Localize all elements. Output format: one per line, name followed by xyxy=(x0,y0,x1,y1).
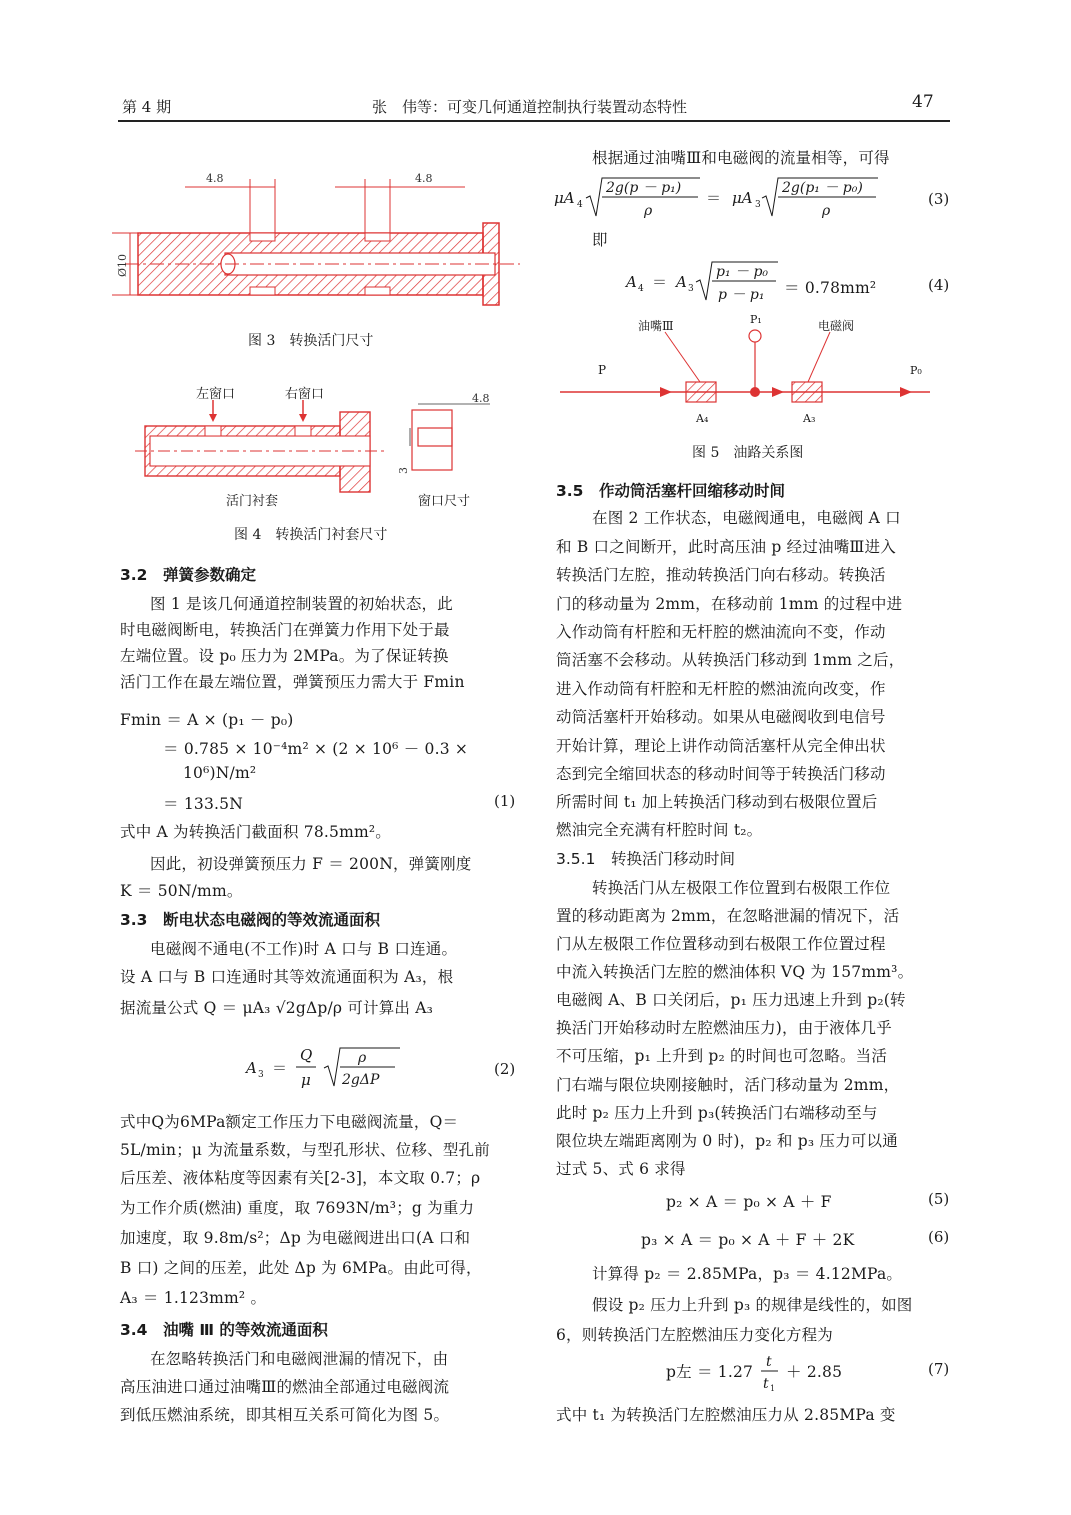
eq1-line-1: Fmin ＝ A × (p₁ － p₀) xyxy=(120,711,294,729)
fig4-dim-48: 4.8 xyxy=(472,392,490,405)
s351-line-2: 置的移动距离为 2mm，在忽略泄漏的情况下，活 xyxy=(556,907,900,925)
after-eq2-line-4: 为工作介质(燃油) 重度，取 7693N/m³；g 为重力 xyxy=(120,1199,475,1217)
assume-line-2: 6，则转换活门左腔燃油压力变化方程为 xyxy=(556,1326,833,1344)
after-eq1-line-1: 式中 A 为转换活门截面积 78.5mm²。 xyxy=(120,823,391,841)
svg-text:2g(p － p₁): 2g(p － p₁) xyxy=(606,180,682,196)
s351-line-6: 换活门开始移动时左腔燃油压力)，由于液体几乎 xyxy=(556,1019,892,1037)
section-3-3-title: 3.3 断电状态电磁阀的等效流通面积 xyxy=(120,911,380,929)
svg-text:A: A xyxy=(626,273,637,291)
s351-line-7: 不可压缩，p₁ 上升到 p₂ 的时间也可忽略。当活 xyxy=(556,1047,888,1065)
section-3-2-title: 3.2 弹簧参数确定 xyxy=(120,566,256,584)
svg-text:p₁ － p₀: p₁ － p₀ xyxy=(716,264,769,280)
s351-line-5: 电磁阀 A、B 口关闭后，p₁ 压力迅速上升到 p₂(转 xyxy=(556,991,906,1009)
s33-line-3: 据流量公式 Q ＝ μA₃ √2gΔp/ρ 可计算出 A₃ xyxy=(120,999,434,1017)
figure-3-valve-drawing xyxy=(110,165,530,315)
after-eq1-line-2: 因此，初设弹簧预压力 F ＝ 200N，弹簧刚度 xyxy=(150,855,472,873)
eq1-line-2: ＝ 0.785 × 10⁻⁴m² × (2 × 10⁶ － 0.3 × xyxy=(163,740,469,758)
svg-text:4: 4 xyxy=(577,200,583,210)
after-eq2-line-3: 后压差、液体粘度等因素有关[2-3]，本文取 0.7；ρ xyxy=(120,1169,481,1187)
fig5-label-a3: A₃ xyxy=(803,412,816,425)
s32-line-4: 活门工作在最左端位置，弹簧预压力需大于 Fmin xyxy=(120,673,465,691)
svg-text:3: 3 xyxy=(755,200,761,210)
figure-4-window-size-drawing xyxy=(397,392,510,478)
figure-5-caption: 图 5 油路关系图 xyxy=(692,445,804,461)
after-eq2-line-6: B 口) 之间的压差，此处 Δp 为 6MPa。由此可得， xyxy=(120,1259,482,1277)
s32-line-2: 时电磁阀断电，转换活门在弹簧力作用下处于最 xyxy=(120,621,450,639)
eq1-line-3: 10⁶)N/m² xyxy=(183,764,257,782)
svg-text:ρ: ρ xyxy=(644,203,653,219)
s351-line-9: 此时 p₂ 压力上升到 p₃(转换活门右端移动至与 xyxy=(556,1104,878,1122)
equation-3 xyxy=(552,170,892,222)
equation-7-fraction xyxy=(758,1350,782,1394)
fig4-left-window-label: 左窗口 xyxy=(196,387,236,402)
s33-line-2: 设 A 口与 B 口连通时其等效流通面积为 A₃，根 xyxy=(120,968,454,986)
fig3-dim-diameter: Ø10 xyxy=(116,253,129,277)
svg-text:ρ: ρ xyxy=(822,203,831,219)
fig3-dim-right: 4.8 xyxy=(415,172,433,185)
s32-line-3: 左端位置。设 p₀ 压力为 2MPa。为了保证转换 xyxy=(120,647,449,665)
svg-text:A: A xyxy=(676,273,687,291)
s34-line-3: 到低压燃油系统，即其相互关系可简化为图 5。 xyxy=(120,1406,450,1424)
s351-line-10: 限位块左端距离刚为 0 时)，p₂ 和 p₃ 压力可以通 xyxy=(556,1132,898,1150)
svg-text:＝: ＝ xyxy=(272,1059,288,1077)
s33-line-1: 电磁阀不通电(不工作)时 A 口与 B 口连通。 xyxy=(150,940,458,958)
eq1-number: (1) xyxy=(494,792,516,810)
fig5-label-a4: A₄ xyxy=(696,412,709,425)
figure-3-caption: 图 3 转换活门尺寸 xyxy=(248,333,374,349)
after-eq2-line-7: A₃ ＝ 1.123mm² 。 xyxy=(120,1289,267,1307)
s35-line-9: 开始计算，理论上讲作动筒活塞杆从完全伸出状 xyxy=(556,737,886,755)
eq6-number: (6) xyxy=(928,1228,950,1246)
equation-7-rhs: ＋ 2.85 xyxy=(786,1363,843,1381)
after-eq1-line-3: K ＝ 50N/mm。 xyxy=(120,882,243,900)
s35-line-1: 在图 2 工作状态，电磁阀通电，电磁阀 A 口 xyxy=(592,509,901,527)
s35-line-12: 燃油完全充满有杆腔时间 t₂。 xyxy=(556,821,763,839)
s35-line-6: 筒活塞不会移动。从转换活门移动到 1mm 之后， xyxy=(556,651,905,669)
svg-text:2gΔP: 2gΔP xyxy=(342,1072,380,1088)
equation-7-lhs: p左 ＝ 1.27 xyxy=(666,1363,754,1381)
svg-text:Q: Q xyxy=(300,1046,313,1064)
equation-5: p₂ × A ＝ p₀ × A ＋ F xyxy=(666,1193,832,1211)
s35-line-2: 和 B 口之间断开，此时高压油 p 经过油嘴Ⅲ进入 xyxy=(556,538,896,556)
last-line: 式中 t₁ 为转换活门左腔燃油压力从 2.85MPa 变 xyxy=(556,1406,896,1424)
svg-text:t: t xyxy=(763,1376,769,1392)
s35-line-11: 所需时间 t₁ 加上转换活门移动到右极限位置后 xyxy=(556,793,878,811)
calc-result: 计算得 p₂ ＝ 2.85MPa，p₃ ＝ 4.12MPa。 xyxy=(592,1265,903,1283)
svg-text:＝: ＝ xyxy=(652,273,668,291)
page-number: 47 xyxy=(912,92,934,112)
s35-line-7: 进入作动筒有杆腔和无杆腔的燃油流向改变，作 xyxy=(556,680,886,698)
s351-line-1: 转换活门从左极限工作位置到右极限工作位 xyxy=(592,879,891,897)
s34-line-2: 高压油进口通过油嘴Ⅲ的燃油全部通过电磁阀流 xyxy=(120,1378,450,1396)
s35-line-5: 入作动筒有杆腔和无杆腔的燃油流向不变，作动 xyxy=(556,623,886,641)
svg-text:t: t xyxy=(766,1354,772,1370)
s35-line-4: 门的移动量为 2mm，在移动前 1mm 的过程中进 xyxy=(556,595,903,613)
equation-2 xyxy=(240,1040,410,1092)
s35-line-8: 动筒活塞杆开始移动。如果从电磁阀收到电信号 xyxy=(556,708,886,726)
svg-text:μ: μ xyxy=(301,1071,311,1089)
fig5-label-valve: 电磁阀 xyxy=(818,319,855,333)
eq4-number: (4) xyxy=(928,276,950,294)
section-3-5-title: 3.5 作动筒活塞杆回缩移动时间 xyxy=(556,482,785,500)
equation-4-lhs xyxy=(622,254,782,306)
running-title: 张 伟等：可变几何通道控制执行装置动态特性 xyxy=(372,98,688,116)
svg-text:ρ: ρ xyxy=(358,1050,367,1066)
fig5-label-nozzle: 油嘴Ⅲ xyxy=(638,319,674,333)
ji-label: 即 xyxy=(592,231,608,249)
s32-line-1: 图 1 是该几何通道控制装置的初始状态，此 xyxy=(150,595,453,613)
svg-text:3: 3 xyxy=(688,284,694,294)
svg-text:2g(p₁ － p₀): 2g(p₁ － p₀) xyxy=(782,180,863,196)
fig5-label-p1: P₁ xyxy=(750,313,762,326)
eq1-line-4: ＝ 133.5N xyxy=(163,795,243,813)
header-rule xyxy=(118,120,950,122)
assume-line-1: 假设 p₂ 压力上升到 p₃ 的规律是线性的，如图 xyxy=(592,1296,913,1314)
after-eq2-line-2: 5L/min；μ 为流量系数，与型孔形状、位移、型孔前 xyxy=(120,1141,490,1159)
s35-line-10: 态到完全缩回状态的移动时间等于转换活门移动 xyxy=(556,765,886,783)
s351-line-4: 中流入转换活门左腔的燃油体积 VQ 为 157mm³。 xyxy=(556,963,914,981)
fig3-dim-left: 4.8 xyxy=(206,172,224,185)
eq3-number: (3) xyxy=(928,190,950,208)
fig4-dim-3: 3 xyxy=(397,467,410,474)
eq5-number: (5) xyxy=(928,1190,950,1208)
svg-text:μA: μA xyxy=(554,189,575,207)
svg-text:p － p₁: p － p₁ xyxy=(718,287,765,303)
svg-text:μA: μA xyxy=(732,189,753,207)
figure-4-caption: 图 4 转换活门衬套尺寸 xyxy=(234,527,388,543)
s35-line-3: 转换活门左腔，推动转换活门向右移动。转换活 xyxy=(556,566,886,584)
after-eq2-line-1: 式中Q为6MPa额定工作压力下电磁阀流量，Q＝ xyxy=(120,1113,459,1131)
s34-line-1: 在忽略转换活门和电磁阀泄漏的情况下，由 xyxy=(150,1350,449,1368)
s351-line-8: 门右端与限位块刚接触时，活门移动量为 2mm， xyxy=(556,1076,900,1094)
s351-line-11: 过式 5、式 6 求得 xyxy=(556,1160,686,1178)
fig4-sleeve-label: 活门衬套 xyxy=(226,494,279,509)
fig5-label-p0: P₀ xyxy=(910,364,922,377)
eq7-number: (7) xyxy=(928,1360,950,1378)
fig4-window-label: 窗口尺寸 xyxy=(418,494,471,509)
svg-text:3: 3 xyxy=(258,1070,264,1080)
svg-text:A: A xyxy=(246,1059,257,1077)
svg-text:4: 4 xyxy=(638,284,644,294)
equation-6: p₃ × A ＝ p₀ × A ＋ F ＋ 2K xyxy=(641,1231,855,1249)
eq4-result: ＝ 0.78mm² xyxy=(784,279,877,297)
s351-line-3: 门从左极限工作位置移动到右极限工作位置过程 xyxy=(556,935,886,953)
fig4-right-window-label: 右窗口 xyxy=(285,387,325,402)
svg-text:1: 1 xyxy=(770,1384,776,1393)
svg-text:＝: ＝ xyxy=(706,189,722,207)
issue-number: 第 4 期 xyxy=(122,98,172,116)
section-3-5-1-title: 3.5.1 转换活门移动时间 xyxy=(556,850,735,868)
section-3-4-title: 3.4 油嘴 Ⅲ 的等效流通面积 xyxy=(120,1321,328,1339)
fig5-label-p: P xyxy=(598,363,607,377)
right-intro: 根据通过油嘴Ⅲ和电磁阀的流量相等，可得 xyxy=(592,149,890,167)
figure-5-oil-circuit xyxy=(560,310,940,430)
after-eq2-line-5: 加速度，取 9.8m/s²；Δp 为电磁阀进出口(A 口和 xyxy=(120,1229,471,1247)
eq2-number: (2) xyxy=(494,1060,516,1078)
